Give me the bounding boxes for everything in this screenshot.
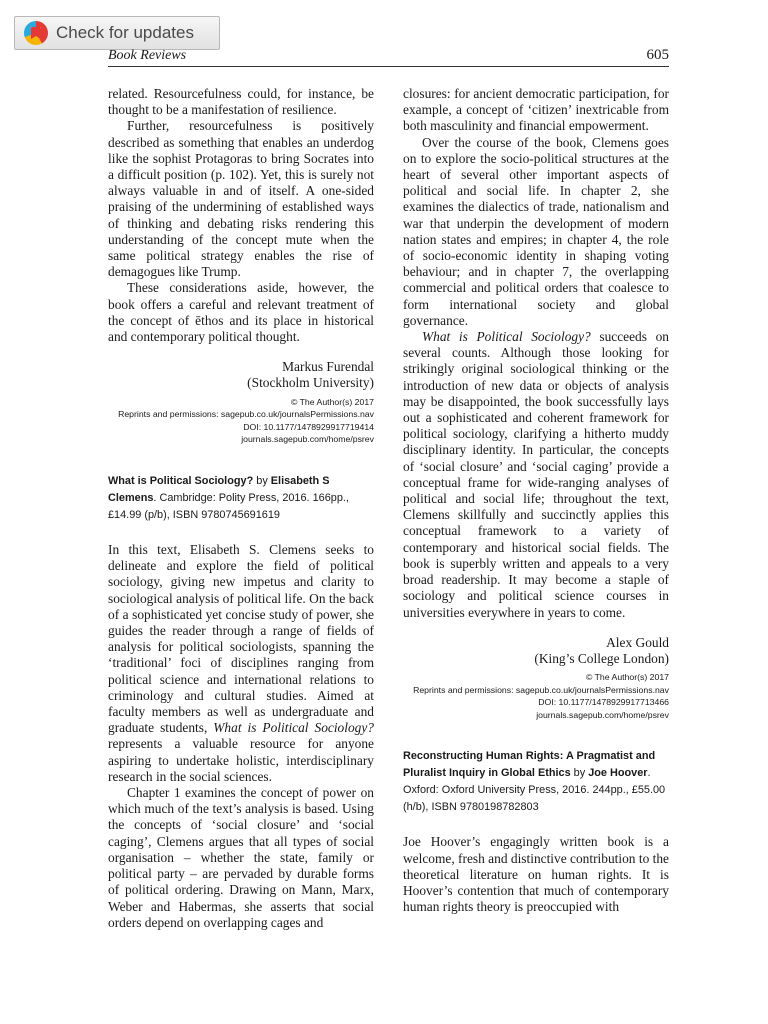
publication-details: . Oxford: Oxford University Press, 2016. 244pp., £55.00 (h/b), ISBN 9780198782803 [403, 767, 666, 814]
header-rule [108, 66, 669, 67]
book-author: Joe Hoover [588, 767, 648, 780]
running-head: Book Reviews [108, 48, 187, 63]
publication-details: . Cambridge: Polity Press, 2016. 166pp., £14.99 (p/b), ISBN 9780745691619 [108, 492, 349, 522]
copyright-line: © The Author(s) 2017 [290, 396, 374, 407]
paragraph: Further, resourcefulness is positively described as something that enables an underdog like the sophist Protagoras to bring Socrates into a difficult position (p. 102). Yet, this is surely not always valuable in and of itself. A one-sided praising of the undermining of established ways of thinking and debating risks rendering this understanding of the concept mute when the same political strategy enables the rise of demagogues like Trump. [108, 118, 374, 280]
by-word: by [253, 475, 271, 488]
doi-line[interactable]: DOI: 10.1177/1478929917713466 [538, 697, 669, 708]
paragraph: Over the course of the book, Clemens goes on to explore the socio-political structures at the heart of several other important aspects of political and social life. In chapter 2, she examines the dialectics of trade, nationalism and war that underpin the development of modern nation states and empires; in chapter 4, the role of socio-economic identity in shaping voting behaviour; and in chapter 7, the overlapping commercial and political orders that coalesce to form international society and global governance. [403, 134, 669, 328]
paragraph: Joe Hoover’s engagingly written book is a welcome, fresh and distinctive contribution to the theoretical literature on human rights. It is Hoover’s contention that much of contemporary human rights theory is preoccupied with [403, 834, 669, 915]
journal-url-line[interactable]: journals.sagepub.com/home/psrev [241, 434, 374, 445]
italic-title: What is Political Sociology? [422, 329, 591, 345]
book-author: Elisabeth S Clemens [108, 475, 330, 505]
review-heading [403, 748, 669, 816]
crossmark-icon [24, 21, 48, 45]
reviewer-affiliation: (King’s College London) [534, 650, 669, 666]
paragraph: What is Political Sociology? succeeds on several counts. Although those looking for strikingly original sociological thinking or the introduction of new data or objects of analysis may be disappointed, the book successfully lays out a sophisticated and coherent framework for political sociology, clarifying a hitherto muddy disciplinary identity. In particular, the concepts of ‘social closure’ and ‘social caging’ provide a conceptual frame for wide-ranging analyses of political and social life; throughout the text, Clemens skillfully and succinctly applies this conceptual framework to a variety of contemporary and historical social fields. The book is superbly written and appeals to a very broad readership. It may become a staple of sociology and political science courses in universities everywhere in years to come. [403, 329, 669, 620]
check-for-updates-label: Check for updates [56, 23, 194, 42]
check-for-updates-badge[interactable] [14, 16, 220, 50]
page-number: 605 [646, 47, 669, 63]
article-meta [403, 671, 669, 721]
article-meta [108, 396, 374, 446]
reviewer-name: Markus Furendal [282, 359, 374, 375]
journal-url-line[interactable]: journals.sagepub.com/home/psrev [536, 709, 669, 720]
left-column [108, 86, 374, 931]
paragraph: related. Resourcefulness could, for instance, be thought to be a manifestation of resilience. [108, 86, 374, 118]
book-title: Reconstructing Human Rights: A Pragmatist and Pluralist Inquiry in Global Ethics [403, 750, 656, 780]
permissions-line: Reprints and permissions: sagepub.co.uk/journalsPermissions.nav [413, 684, 669, 695]
doi-line[interactable]: DOI: 10.1177/1478929917719414 [243, 421, 374, 432]
italic-title: What is Political Sociology? [213, 720, 375, 736]
permissions-line: Reprints and permissions: sagepub.co.uk/journalsPermissions.nav [118, 409, 374, 420]
paragraph: Chapter 1 examines the concept of power on which much of the text’s analysis is based. Using the concepts of ‘social closure’ and ‘social caging’, Clemens argues that all types of social organisation – whether the state, family or political party – are pervaded by durable forms of political ordering. Drawing on Mann, Marx, Weber and Habermas, she asserts that social orders depend on overlapping cages and [108, 785, 374, 930]
paragraph: closures: for ancient democratic participation, for example, a concept of ‘citizen’ inextricable from both masculinity and financial empowerment. [403, 86, 669, 134]
reviewer-affiliation: (Stockholm University) [247, 375, 374, 391]
review-heading [108, 473, 374, 524]
by-word: by [570, 767, 589, 780]
copyright-line: © The Author(s) 2017 [585, 672, 669, 683]
paragraph: In this text, Elisabeth S. Clemens seeks to delineate and explore the field of political sociology, giving new impetus and clarity to sociological analysis of political life. On the back of a sophisticated yet concise study of power, she guides the reader through a range of fields of analysis for political sociologists, spanning the ‘traditional’ foci of disciplines ranging from political science and international relations to criminology and cultural studies. Aimed at faculty members as well as undergraduate and graduate students, What is Political Sociology? represents a valuable resource for anyone aspiring to undertake holistic, interdisciplinary research in the social sciences. [108, 542, 375, 784]
book-title: What is Political Sociology? [108, 475, 254, 488]
paragraph: These considerations aside, however, the book offers a careful and relevant treatment of the concept of ēthos and its place in historical and contemporary political thought. [108, 280, 374, 345]
right-column [403, 86, 669, 916]
reviewer-name: Alex Gould [606, 634, 669, 650]
